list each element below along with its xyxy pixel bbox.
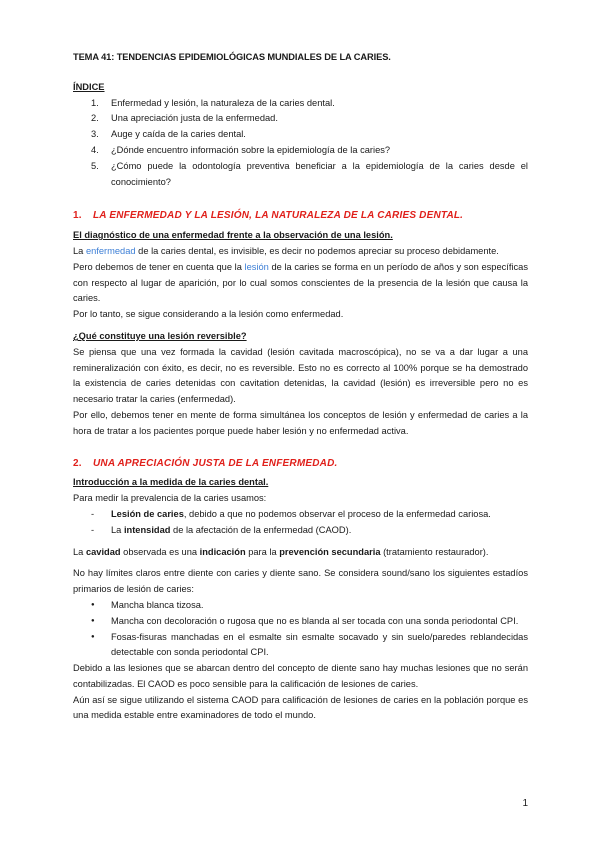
section-1-title: LA ENFERMEDAD Y LA LESIÓN, LA NATURALEZA DE LA CARIES DENTAL. — [93, 210, 464, 222]
paragraph: La enfermedad de la caries dental, es invisible, es decir no podemos apreciar su proceso debidamente. — [73, 245, 499, 256]
section-2-title: UNA APRECIACIÓN JUSTA DE LA ENFERMEDAD. — [93, 457, 338, 469]
index-item: ¿Cómo puede la odontología preventiva beneficiar a la epidemiología de la caries desde el conocimiento? — [111, 160, 528, 187]
section-1-subheading-1: El diagnóstico de una enfermedad frente a la observación de una lesión. — [73, 230, 393, 241]
section-2-subheading-1: Introducción a la medida de la caries dental. — [73, 477, 269, 488]
bullet-list — [73, 598, 528, 661]
list-item: ● Mancha con decoloración o rugosa que no es blanda al ser tocada con una sonda periodontal CPI. — [111, 614, 528, 630]
section-2-heading — [73, 456, 528, 472]
index-heading: ÍNDICE — [73, 81, 105, 92]
section-1-heading — [73, 208, 528, 224]
document-page — [73, 50, 528, 724]
list-item: - Lesión de caries, debido a que no podemos observar el proceso de la enfermedad cariosa. — [111, 507, 528, 523]
paragraph: Pero debemos de tener en cuenta que la lesión de la caries se forma en un período de años y son específicas con respecto al lugar de aparición, por lo cual somos conscientes de la presencia de la lesión que causa la caries. — [73, 261, 528, 304]
page-number: 1 — [522, 798, 528, 809]
list-item: ● Mancha blanca tizosa. — [111, 598, 528, 614]
list-item: ● Fosas-fisuras manchadas en el esmalte sin esmalte socavado y sin suelo/paredes reblandecidas detectable con sonda periodontal CPI. — [111, 630, 528, 662]
paragraph: Por ello, debemos tener en mente de forma simultánea los conceptos de lesión y enfermedad de caries a la hora de tratar a los pacientes porque puede haber lesión y no enfermedad activa. — [73, 409, 528, 436]
paragraph: Debido a las lesiones que se abarcan dentro del concepto de diente sano hay muchas lesiones que no serán contabilizadas. El CAOD es poco sensible para la calificación de lesiones de caries. — [73, 663, 528, 689]
paragraph: No hay límites claros entre diente con caries y diente sano. Se considera sound/sano los siguientes estadíos primarios de lesión de caries: — [73, 568, 528, 595]
list-item: - La intensidad de la afectación de la enfermedad (CAOD). — [111, 523, 528, 539]
paragraph: Se piensa que una vez formada la cavidad (lesión cavitada macroscópica), no se va a dar lugar a una remineralización con éxito, es decir, no es reversible. Esto no es correcto al 100% porque se ha demostrado la existencia de caries detenidas con cavitation detenidas, la cavidad (lesión) es irreversible pero no es necesario tratar la caries (enfermedad). — [73, 346, 528, 405]
keyword-enfermedad: enfermedad — [85, 245, 136, 256]
index-list — [73, 96, 528, 191]
paragraph: La cavidad observada es una indicación para la prevención secundaria (tratamiento restaurador). — [73, 546, 489, 557]
document-title: TEMA 41: TENDENCIAS EPIDEMIOLÓGICAS MUNDIALES DE LA CARIES. — [73, 52, 391, 62]
dash-list — [73, 507, 528, 539]
paragraph: Para medir la prevalencia de la caries usamos: — [73, 493, 267, 504]
index-item: Auge y caída de la caries dental. — [111, 129, 246, 140]
paragraph: Aún así se sigue utilizando el sistema CAOD para calificación de lesiones de caries en la población porque es una medida estable entre examinadores de todo el mundo. — [73, 694, 528, 721]
section-2-number: 2. — [73, 457, 82, 469]
paragraph: Por lo tanto, se sigue considerando a la lesión como enfermedad. — [73, 309, 344, 320]
index-item: Enfermedad y lesión, la naturaleza de la caries dental. — [111, 97, 335, 108]
section-1-subheading-2: ¿Qué constituye una lesión reversible? — [73, 330, 247, 341]
section-1-number: 1. — [73, 210, 82, 222]
index-item: Una apreciación justa de la enfermedad. — [111, 113, 278, 124]
index-item: ¿Dónde encuentro información sobre la epidemiología de la caries? — [111, 144, 391, 155]
keyword-lesion: lesión — [244, 261, 269, 272]
